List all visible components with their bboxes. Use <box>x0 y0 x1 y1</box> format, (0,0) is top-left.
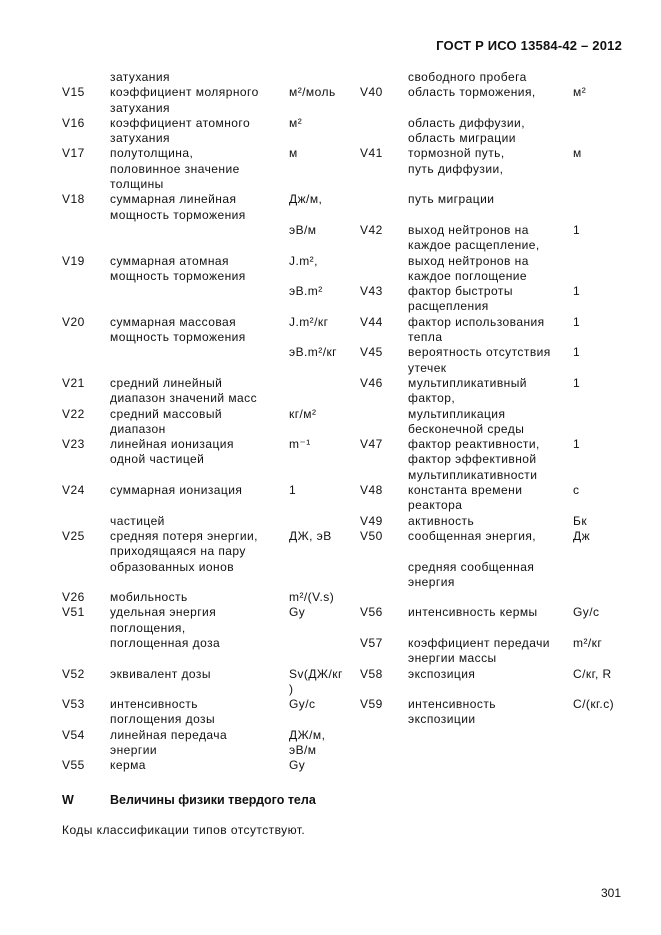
unit-left: m²/(V.s) <box>289 590 335 605</box>
unit-right: Бк <box>573 513 588 528</box>
table-row <box>0 636 661 667</box>
code-right: V56 <box>360 605 383 620</box>
table-row <box>0 605 661 636</box>
name-right: область диффузии, область миграции <box>408 115 525 146</box>
name-right: средняя сообщенная энергия <box>408 559 535 589</box>
table-row <box>0 697 661 728</box>
table-row <box>0 146 661 192</box>
unit-left: ДЖ/м, эВ/м <box>289 727 326 758</box>
code-left: V16 <box>62 115 85 130</box>
unit-left: кг/м² <box>289 406 317 421</box>
name-right: фактор реактивности, фактор эффективной мультипликативности <box>408 437 540 482</box>
code-right: V49 <box>360 513 383 528</box>
code-right: V57 <box>360 635 383 650</box>
unit-right: 1 <box>573 284 581 299</box>
name-left: эквивалент дозы <box>110 666 211 681</box>
code-left: V25 <box>62 528 85 543</box>
code-left: V20 <box>62 314 85 329</box>
name-right: область торможения, <box>408 85 536 100</box>
name-left: линейная передача энергии <box>110 727 228 758</box>
name-left: средняя потеря энергии, приходящаяся на пару <box>110 528 258 559</box>
code-left: V19 <box>62 253 85 268</box>
name-right: фактор использования тепла <box>408 314 545 345</box>
code-right: V41 <box>360 146 383 161</box>
code-left: V26 <box>62 590 85 605</box>
name-left: суммарная ионизация <box>110 483 243 498</box>
name-right: экспозиция <box>408 666 476 681</box>
table-row <box>0 70 661 85</box>
code-right: V50 <box>360 528 383 543</box>
name-left: затухания <box>110 70 170 84</box>
name-right: выход нейтронов на каждое расщепление, <box>408 222 540 253</box>
name-right: интенсивность экспозиции <box>408 697 496 727</box>
code-right: V42 <box>360 222 383 237</box>
name-left: удельная энергия поглощения, <box>110 605 217 635</box>
table-row <box>0 315 661 346</box>
unit-right: 1 <box>573 222 581 237</box>
name-left: поглощенная доза <box>110 635 221 650</box>
unit-right: 1 <box>573 314 581 329</box>
code-left: V15 <box>62 85 85 100</box>
table-row <box>0 437 661 483</box>
name-left: образованных ионов <box>110 559 235 574</box>
code-right: V43 <box>360 284 383 299</box>
table-row <box>0 192 661 223</box>
name-right: мультипликация бесконечной среды <box>408 406 525 436</box>
unit-left: Gy <box>289 605 306 620</box>
name-right: константа времени реактора <box>408 483 523 513</box>
code-left: V53 <box>62 697 85 712</box>
unit-right: С/кг, R <box>573 666 612 681</box>
unit-right: Дж <box>573 528 591 543</box>
unit-right: 1 <box>573 375 581 390</box>
unit-left: м <box>289 146 298 161</box>
name-right: вероятность отсутствия утечек <box>408 345 551 375</box>
name-right: выход нейтронов на каждое поглощение <box>408 253 529 283</box>
code-right: V59 <box>360 697 383 712</box>
name-left: частицей <box>110 513 165 528</box>
table-row <box>0 284 661 315</box>
code-right: V48 <box>360 483 383 498</box>
code-left: V17 <box>62 146 85 161</box>
unit-left: Gy/c <box>289 697 316 712</box>
unit-left: Sv(ДЖ/кг ) <box>289 666 343 696</box>
table-row <box>0 529 661 560</box>
unit-left: 1 <box>289 483 297 498</box>
unit-left: Дж/м, <box>289 192 323 207</box>
unit-left: ДЖ, эВ <box>289 528 332 543</box>
name-left: линейная ионизация одной частицей <box>110 437 234 467</box>
unit-right: 1 <box>573 437 581 452</box>
code-right: V44 <box>360 314 383 329</box>
unit-left: J.m²/кг <box>289 314 329 329</box>
table-row <box>0 728 661 759</box>
document-header: ГОСТ Р ИСО 13584-42 – 2012 <box>436 38 622 53</box>
unit-right: м² <box>573 85 587 100</box>
table-row <box>0 116 661 147</box>
name-left: суммарная линейная мощность торможения <box>110 192 246 222</box>
code-left: V18 <box>62 192 85 207</box>
table-row <box>0 560 661 591</box>
code-right: V40 <box>360 85 383 100</box>
code-left: V52 <box>62 666 85 681</box>
section-code: W <box>62 793 74 807</box>
unit-right: m²/кг <box>573 635 603 650</box>
unit-left: эВ/м <box>289 222 317 237</box>
name-right: мультипликативный фактор, <box>408 375 527 406</box>
page-number: 301 <box>600 886 621 900</box>
name-right: тормозной путь, путь диффузии, <box>408 146 505 176</box>
code-right: V45 <box>360 345 383 360</box>
table-row <box>0 407 661 438</box>
code-left: V24 <box>62 483 85 498</box>
code-left: V51 <box>62 605 85 620</box>
unit-left: m⁻¹ <box>289 437 311 452</box>
section-title: Величины физики твердого тела <box>110 793 316 807</box>
unit-left: м² <box>289 115 303 130</box>
name-right: путь миграции <box>408 192 495 207</box>
unit-left: эВ.m² <box>289 284 323 299</box>
code-right: V47 <box>360 437 383 452</box>
code-right: V58 <box>360 666 383 681</box>
table-row <box>0 85 661 116</box>
name-left: интенсивность поглощения дозы <box>110 697 216 727</box>
code-left: V22 <box>62 406 85 421</box>
table-row <box>0 376 661 407</box>
name-left: суммарная атомная мощность торможения <box>110 253 246 283</box>
code-left: V23 <box>62 437 85 452</box>
name-right: активность <box>408 513 475 528</box>
quantities-table <box>0 70 661 774</box>
table-row <box>0 254 661 285</box>
unit-left: эВ.m²/кг <box>289 345 338 360</box>
name-right: свободного пробега <box>408 70 527 84</box>
name-left: коэффициент атомного затухания <box>110 115 251 146</box>
name-left: полутолщина, половинное значение толщины <box>110 146 240 192</box>
name-left: мобильность <box>110 590 188 605</box>
table-row <box>0 758 661 773</box>
name-left: средний массовый диапазон <box>110 406 223 436</box>
name-left: коэффициент молярного затухания <box>110 85 259 115</box>
code-left: V55 <box>62 758 85 773</box>
unit-right: м <box>573 146 582 161</box>
name-left: средний линейный диапазон значений масс <box>110 375 258 406</box>
unit-left: Gy <box>289 758 306 773</box>
unit-left: м²/моль <box>289 85 336 100</box>
name-right: интенсивность кермы <box>408 605 538 620</box>
table-row <box>0 590 661 605</box>
table-row <box>0 514 661 529</box>
name-left: керма <box>110 758 146 773</box>
classification-note: Коды классификации типов отсутствуют. <box>62 823 306 837</box>
unit-right: С/(кг.с) <box>573 697 615 712</box>
name-right: фактор быстроты расщепления <box>408 284 513 314</box>
code-left: V21 <box>62 375 85 390</box>
name-right: коэффициент передачи энергии массы <box>408 635 550 666</box>
code-right: V46 <box>360 375 383 390</box>
unit-left: J.m², <box>289 253 318 268</box>
table-row <box>0 223 661 254</box>
table-row <box>0 345 661 376</box>
unit-right: 1 <box>573 345 581 360</box>
name-left: суммарная массовая мощность торможения <box>110 314 246 345</box>
name-right: сообщенная энергия, <box>408 528 537 543</box>
code-left: V54 <box>62 727 85 742</box>
unit-right: Gy/c <box>573 605 600 620</box>
unit-right: с <box>573 483 580 498</box>
table-row <box>0 483 661 514</box>
table-row <box>0 667 661 698</box>
